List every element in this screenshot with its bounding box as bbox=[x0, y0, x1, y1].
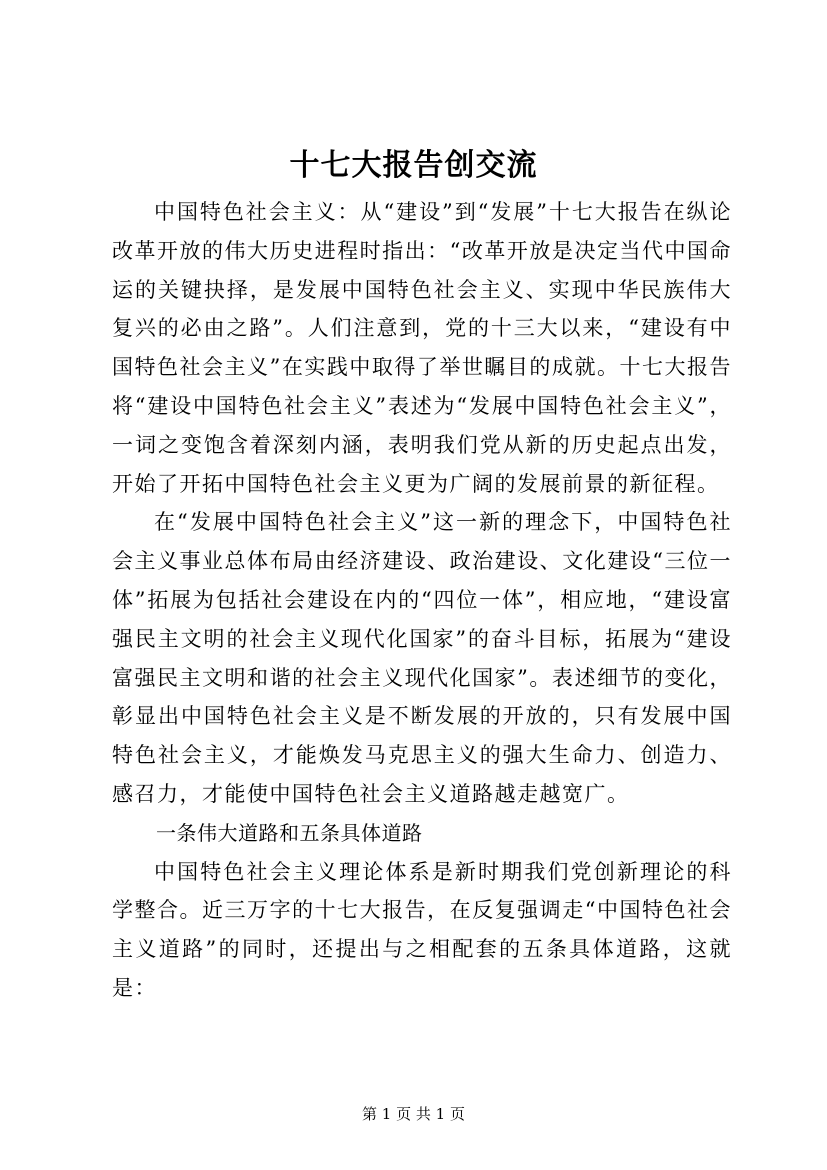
section-subheading: 一条伟大道路和五条具体道路 bbox=[156, 820, 423, 845]
document-body bbox=[112, 193, 732, 1008]
paragraph-2: 在“发展中国特色社会主义”这一新的理念下，中国特色社会主义事业总体布局由经济建设、政治建设、文化建设“三位一体”拓展为包括社会建设在内的“四位一体”，相应地，“建设富强民主文明的社会主义现代化国家”的奋斗目标，拓展为“建设富强民主文明和谐的社会主义现代化国家”。表述细节的变化，彰显出中国特色社会主义是不断发展的开放的，只有发展中国特色社会主义，才能焕发马克思主义的强大生命力、创造力、感召力，才能使中国特色社会主义道路越走越宽广。 bbox=[112, 510, 732, 806]
page-footer: 第 1 页 共 1 页 bbox=[362, 1105, 465, 1123]
paragraph-1: 中国特色社会主义：从“建设”到“发展”十七大报告在纵论改革开放的伟大历史进程时指出：“改革开放是决定当代中国命运的关键抉择，是发展中国特色社会主义、实现中华民族伟大复兴的必由之路”。人们注意到，党的十三大以来，“建设有中国特色社会主义”在实践中取得了举世瞩目的成就。十七大报告将“建设中国特色社会主义”表述为“发展中国特色社会主义”，一词之变饱含着深刻内涵，表明我们党从新的历史起点出发，开始了开拓中国特色社会主义更为广阔的发展前景的新征程。 bbox=[112, 200, 732, 496]
paragraph-3: 中国特色社会主义理论体系是新时期我们党创新理论的科学整合。近三万字的十七大报告，在反复强调走“中国特色社会主义道路”的同时，还提出与之相配套的五条具体道路，这就是： bbox=[112, 859, 732, 1000]
document-title: 十七大报告创交流 bbox=[289, 148, 538, 183]
